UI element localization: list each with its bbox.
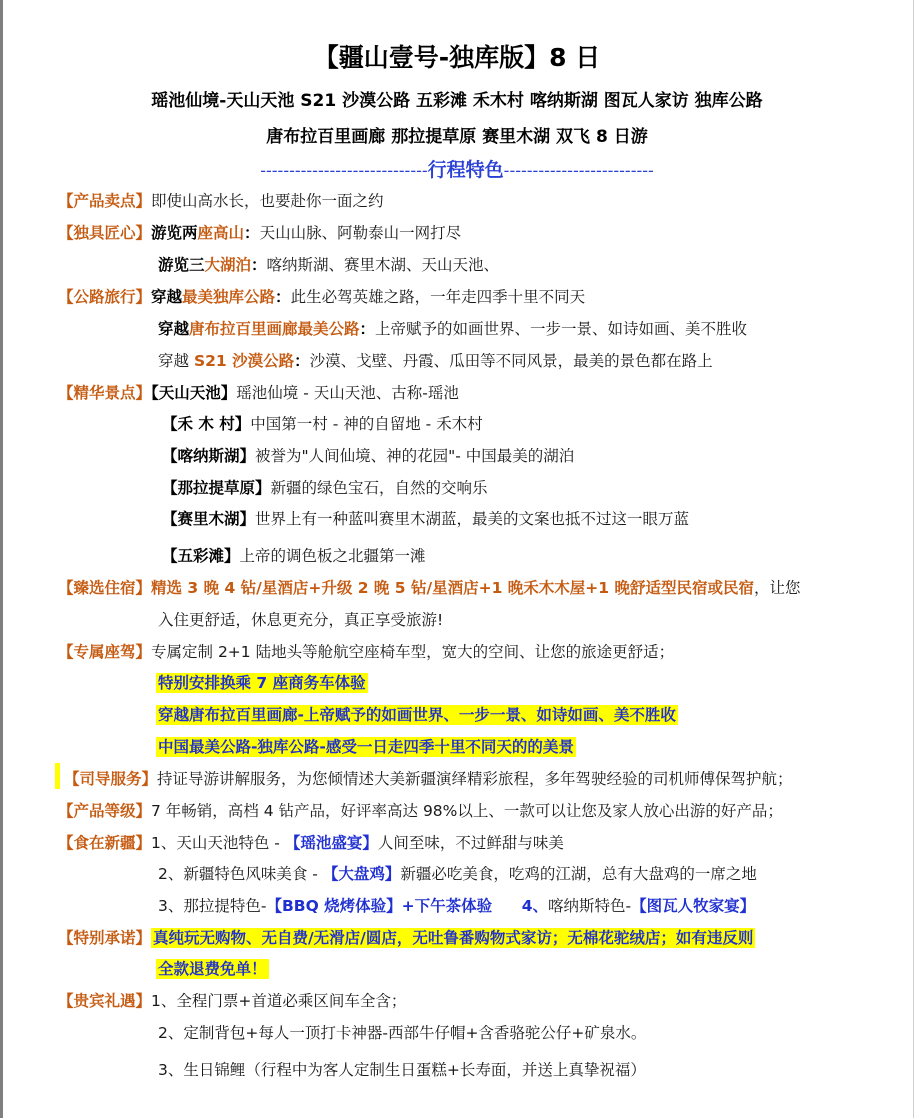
section-dash-right: -------------------------- <box>503 161 654 180</box>
road-l3-text: 沙漠、戈壁、丹霞、瓜田等不同风景，最美的景色都在路上 <box>309 352 713 370</box>
unique-l1-text: 天山山脉、阿勒泰山一网打尽 <box>259 224 462 242</box>
unique-l2-text: 喀纳斯湖、赛里木湖、天山天池、 <box>266 256 500 274</box>
car-label: 【专属座驾】 <box>58 643 152 661</box>
spot-name: 【那拉提草原】 <box>162 479 271 497</box>
road-label: 【公路旅行】 <box>58 288 152 306</box>
unique-l1-highlight: 座高山 <box>197 224 245 242</box>
road-l1-prefix: 穿越 <box>151 288 183 306</box>
road-l2-prefix: 穿越 <box>158 320 190 338</box>
unique-l2-highlight: 大湖泊 <box>204 256 252 274</box>
unique-row-1 <box>58 222 461 244</box>
page-title: 【疆山壹号-独库版】8 日 <box>313 43 601 72</box>
promise-highlight-2: 全款退费免单！ <box>158 960 267 978</box>
selling-text: 即使山高水长，也要赴你一面之约 <box>151 192 384 210</box>
road-row-2 <box>158 318 747 340</box>
spot-text: 新疆的绿色宝石，自然的交响乐 <box>270 479 488 497</box>
spots-row-3 <box>162 445 574 467</box>
road-l3-prefix: 穿越 <box>158 352 194 370</box>
gift-label: 【贵宾礼遇】 <box>58 992 152 1010</box>
spot-name: 【天山天池】 <box>151 384 237 402</box>
hotel-label: 【臻选住宿】 <box>58 579 152 597</box>
food-row-2 <box>158 863 757 885</box>
gift-row-2 <box>158 1022 646 1044</box>
hotel-text: 入住更舒适，休息更充分，真正享受旅游! <box>158 611 444 629</box>
spots-row-2 <box>162 413 483 435</box>
driver-text: 持证导游讲解服务，为您倾情述大美新疆演绎精彩旅程，多年驾驶经验的司机师傅保驾护航； <box>157 770 793 788</box>
hotel-row-2 <box>158 609 443 631</box>
road-l1-highlight: 最美独库公路 <box>182 288 276 306</box>
unique-l2-prefix: 游览三 <box>158 256 205 274</box>
spot-text: 瑶池仙境 - 天山天池、古称-瑶池 <box>236 384 459 402</box>
gift-row-1 <box>58 990 406 1012</box>
gift-row-3 <box>158 1059 646 1081</box>
spot-name: 【喀纳斯湖】 <box>162 447 256 465</box>
car-row-2 <box>156 672 368 694</box>
food-l2-highlight: 【大盘鸡】 <box>322 865 401 883</box>
car-text: 专属定制 2+1 陆地头等舱航空座椅车型，宽大的空间、让您的旅途更舒适； <box>151 643 675 661</box>
food-l1-prefix: 1、天山天池特色 - <box>151 834 285 852</box>
road-l2-colon: ： <box>359 320 376 338</box>
unique-row-2 <box>158 254 499 276</box>
spots-row-1 <box>58 382 459 404</box>
unique-l1-colon: ： <box>244 224 260 242</box>
car-row-3 <box>156 704 678 726</box>
spot-name: 【五彩滩】 <box>162 547 240 565</box>
food-l4-prefix: 4、 <box>521 897 549 915</box>
hotel-tail: ，让您 <box>753 579 801 597</box>
unique-l1-prefix: 游览两 <box>151 224 198 242</box>
food-l4-highlight: 【图瓦人牧家宴】 <box>631 897 756 915</box>
section-header <box>0 155 914 182</box>
gift-item: 1、全程门票+首道必乘区间车全含； <box>151 992 407 1010</box>
highlight-marker <box>55 763 60 789</box>
spot-text: 被誉为"人间仙境、神的花园"- 中国最美的湖泊 <box>255 447 575 465</box>
spots-row-5 <box>162 508 689 530</box>
spot-name: 【赛里木湖】 <box>162 510 256 528</box>
car-highlight-3: 中国最美公路-独库公路-感受一日走四季十里不同天的的美景 <box>158 738 574 756</box>
grade-text: 7 年畅销，高档 4 钻产品，好评率高达 98%以上、一款可以让您及家人放心出游的好产品； <box>151 802 783 820</box>
food-l3-highlight: 【BBQ 烧烤体验】+下午茶体验 <box>266 897 493 915</box>
promise-row-2 <box>156 958 269 980</box>
car-row-1 <box>58 641 674 663</box>
spot-text: 世界上有一种蓝叫赛里木湖蓝，最美的文案也抵不过这一眼万蓝 <box>255 510 690 528</box>
selling-label: 【产品卖点】 <box>58 192 152 210</box>
gift-item: 3、生日锦鲤（行程中为客人定制生日蛋糕+长寿面，并送上真挚祝福） <box>158 1061 646 1079</box>
unique-l2-colon: ： <box>251 256 267 274</box>
promise-label: 【特别承诺】 <box>58 929 152 947</box>
car-highlight-2: 穿越唐布拉百里画廊-上帝赋予的如画世界、一步一景、如诗如画、美不胜收 <box>158 706 676 724</box>
food-l4-mid: 喀纳斯特色- <box>548 897 632 915</box>
food-gap <box>492 897 522 915</box>
spot-text: 中国第一村 - 神的自留地 - 禾木村 <box>250 415 483 433</box>
road-row-3 <box>158 350 713 372</box>
food-l3-prefix: 3、那拉提特色- <box>158 897 267 915</box>
food-row-3 <box>158 895 755 917</box>
hotel-row-1 <box>58 577 801 599</box>
spots-row-4 <box>162 477 488 499</box>
grade-label: 【产品等级】 <box>58 802 152 820</box>
section-title: 行程特色 <box>427 159 504 181</box>
selling-row <box>58 190 384 212</box>
car-highlight-1: 特别安排换乘 7 座商务车体验 <box>158 674 366 692</box>
road-row-1 <box>58 286 585 308</box>
unique-label: 【独具匠心】 <box>58 224 152 242</box>
section-dash-left: ----------------------------- <box>260 161 428 180</box>
road-l1-colon: ： <box>275 288 291 306</box>
food-l2-text: 新疆必吃美食，吃鸡的江湖，总有大盘鸡的一席之地 <box>400 865 757 883</box>
food-l1-highlight: 【瑶池盛宴】 <box>284 834 378 852</box>
spot-text: 上帝的调色板之北疆第一滩 <box>239 547 426 565</box>
food-l2-prefix: 2、新疆特色风味美食 - <box>158 865 323 883</box>
road-l2-text: 上帝赋予的如画世界、一步一景、如诗如画、美不胜收 <box>375 320 748 338</box>
road-l3-colon: ： <box>294 352 310 370</box>
driver-label: 【司导服务】 <box>64 770 158 788</box>
spots-row-6 <box>162 545 426 567</box>
hotel-highlight: 精选 3 晚 4 钻/星酒店+升级 2 晚 5 钻/星酒店+1 晚禾木木屋+1 晚舒适型民宿或民宿 <box>151 579 754 597</box>
gift-item: 2、定制背包+每人一顶打卡神器-西部牛仔帽+含香骆驼公仔+矿泉水。 <box>158 1024 647 1042</box>
promise-row-1 <box>58 927 755 949</box>
grade-row <box>58 800 783 822</box>
road-l1-text: 此生必驾英雄之路，一年走四季十里不同天 <box>290 288 586 306</box>
spot-name: 【禾 木 村】 <box>162 415 251 433</box>
car-row-4 <box>156 736 576 758</box>
food-l1-text: 人间至味，不过鲜甜与味美 <box>377 834 564 852</box>
subtitle-line-1: 瑶池仙境-天山天池 S21 沙漠公路 五彩滩 禾木村 喀纳斯湖 图瓦人家访 独库公路 <box>151 91 763 111</box>
road-l3-highlight: S21 沙漠公路 <box>193 352 295 370</box>
food-row-1 <box>58 832 564 854</box>
subtitle-line-2: 唐布拉百里画廊 那拉提草原 赛里木湖 双飞 8 日游 <box>266 127 648 147</box>
road-l2-highlight: 唐布拉百里画廊最美公路 <box>189 320 360 338</box>
food-label: 【食在新疆】 <box>58 834 152 852</box>
spots-label: 【精华景点】 <box>58 384 152 402</box>
promise-highlight-1: 真纯玩无购物、无自费/无滑店/圆店，无吐鲁番购物式家访；无棉花驼绒店；如有违反则 <box>153 929 754 947</box>
driver-row <box>64 768 793 790</box>
